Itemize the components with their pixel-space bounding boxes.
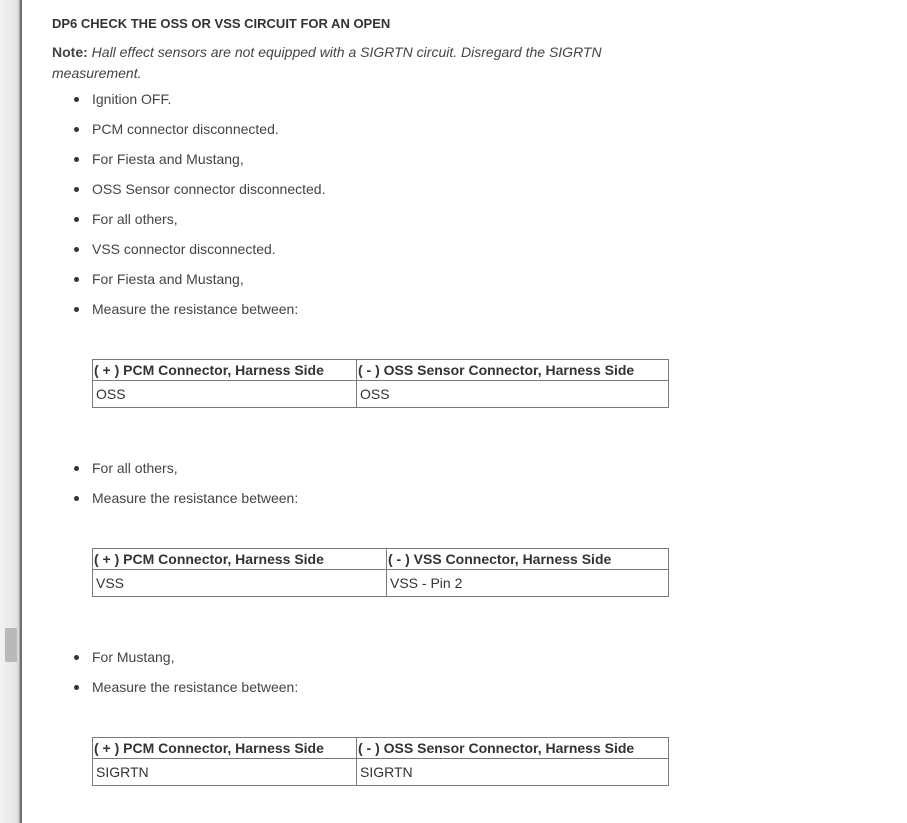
table-header-cell: ( + ) PCM Connector, Harness Side (93, 549, 387, 570)
panel-divider[interactable] (20, 0, 22, 823)
table-header-cell: ( - ) OSS Sensor Connector, Harness Side (357, 360, 669, 381)
table-cell: SIGRTN (93, 759, 357, 786)
table-row (93, 381, 669, 408)
bullet-icon (74, 466, 79, 471)
list-item-text: For all others, (92, 460, 178, 476)
bullet-icon (74, 187, 79, 192)
table-cell: SIGRTN (357, 759, 669, 786)
list-item-text: Measure the resistance between: (92, 679, 299, 695)
list-item-text: Ignition OFF. (92, 91, 172, 107)
resistance-table-vss (92, 548, 669, 597)
table-header-row (93, 549, 669, 570)
bullet-icon (74, 157, 79, 162)
left-panel-gutter (0, 0, 20, 823)
bullet-icon (74, 277, 79, 282)
bullet-icon (74, 247, 79, 252)
bullet-icon (74, 97, 79, 102)
list-item-text: VSS connector disconnected. (92, 241, 276, 257)
list-item-text: For Fiesta and Mustang, (92, 271, 244, 287)
table-cell: OSS (357, 381, 669, 408)
bullet-icon (74, 655, 79, 660)
resistance-table-oss (92, 359, 669, 408)
table-cell: OSS (93, 381, 357, 408)
bullet-icon (74, 496, 79, 501)
note-label: Note: (52, 44, 88, 60)
list-item-text: For Mustang, (92, 649, 175, 665)
list-item-text: For all others, (92, 211, 178, 227)
table-header-row (93, 738, 669, 759)
step-heading: DP6 CHECK THE OSS OR VSS CIRCUIT FOR AN OPEN (52, 16, 391, 31)
bullet-icon (74, 217, 79, 222)
list-item-text: Measure the resistance between: (92, 490, 299, 506)
table-header-cell: ( + ) PCM Connector, Harness Side (93, 360, 357, 381)
table-cell: VSS (93, 570, 387, 597)
list-item-text: For Fiesta and Mustang, (92, 151, 244, 167)
table-row (93, 759, 669, 786)
note-text: Hall effect sensors are not equipped with a SIGRTN circuit. Disregard the SIGRTN measurement. (52, 44, 602, 81)
table-header-row (93, 360, 669, 381)
table-header-cell: ( - ) OSS Sensor Connector, Harness Side (357, 738, 669, 759)
table-cell: VSS - Pin 2 (387, 570, 669, 597)
bullet-icon (74, 307, 79, 312)
resistance-table-sigrtn (92, 737, 669, 786)
table-row (93, 570, 669, 597)
table-header-cell: ( - ) VSS Connector, Harness Side (387, 549, 669, 570)
scrollbar-thumb[interactable] (5, 628, 17, 662)
list-item-text: PCM connector disconnected. (92, 121, 279, 137)
list-item-text: Measure the resistance between: (92, 301, 299, 317)
bullet-icon (74, 127, 79, 132)
table-header-cell: ( + ) PCM Connector, Harness Side (93, 738, 357, 759)
note (52, 42, 652, 84)
list-item-text: OSS Sensor connector disconnected. (92, 181, 326, 197)
bullet-icon (74, 685, 79, 690)
